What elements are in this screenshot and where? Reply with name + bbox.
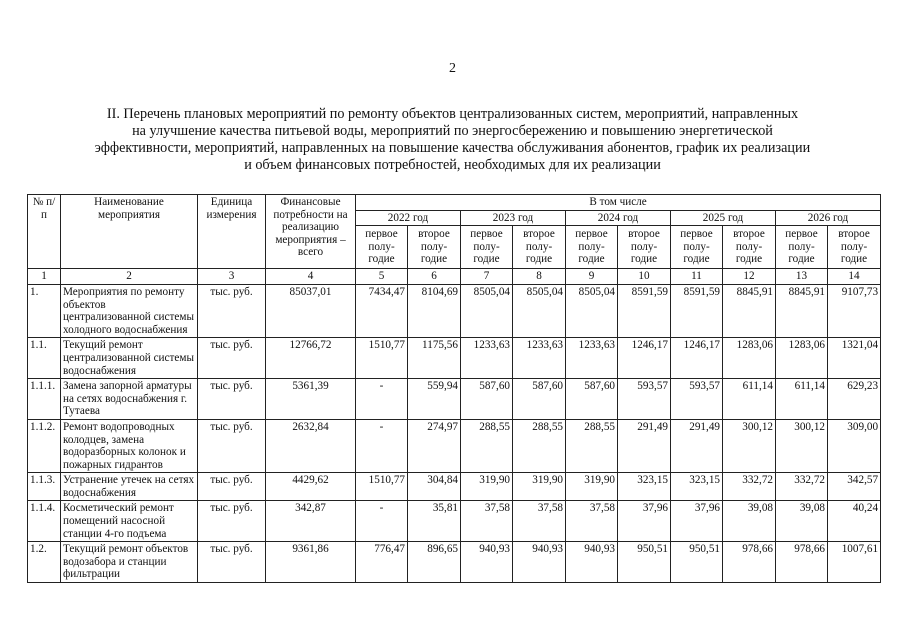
row-unit: тыс. руб.: [198, 473, 266, 501]
row-value: 39,08: [776, 501, 828, 542]
row-value: 1246,17: [671, 338, 723, 379]
heading-line: и объем финансовых потребностей, необходимых для их реализации: [244, 157, 661, 173]
column-number: 4: [266, 268, 356, 284]
page-number: 2: [449, 61, 456, 76]
row-value: 587,60: [461, 379, 513, 420]
row-value: 559,94: [408, 379, 461, 420]
header-year: 2024 год: [566, 210, 671, 226]
row-total: 4429,62: [266, 473, 356, 501]
row-value: 37,58: [461, 501, 513, 542]
row-value: 776,47: [356, 542, 408, 583]
row-index: 1.1.4.: [28, 501, 61, 542]
row-name: Косметический ремонт помещений насосной станции 4-го подъема: [61, 501, 198, 542]
row-value: 1007,61: [828, 542, 881, 583]
row-value: 291,49: [671, 419, 723, 472]
row-value: 323,15: [618, 473, 671, 501]
row-value: 978,66: [776, 542, 828, 583]
row-name: Текущий ремонт объектов водозабора и станции фильтрации: [61, 542, 198, 583]
header-half-second: второе полу-годие: [723, 226, 776, 269]
row-value: 1510,77: [356, 338, 408, 379]
header-half-first: первое полу-годие: [566, 226, 618, 269]
header-num: № п/п: [28, 195, 61, 269]
column-number-row: [28, 268, 881, 284]
row-unit: тыс. руб.: [198, 284, 266, 337]
row-value: 940,93: [461, 542, 513, 583]
row-value: 1321,04: [828, 338, 881, 379]
row-value: 1233,63: [513, 338, 566, 379]
row-total: 2632,84: [266, 419, 356, 472]
row-name: Ремонт водопроводных колодцев, замена водоразборных колонок и пожарных гидрантов: [61, 419, 198, 472]
row-total: 5361,39: [266, 379, 356, 420]
row-total: 342,87: [266, 501, 356, 542]
row-value: 950,51: [618, 542, 671, 583]
row-value: 288,55: [461, 419, 513, 472]
row-value: 8505,04: [461, 284, 513, 337]
table-row: [28, 501, 881, 542]
row-value: 1246,17: [618, 338, 671, 379]
row-unit: тыс. руб.: [198, 419, 266, 472]
column-number: 8: [513, 268, 566, 284]
row-index: 1.1.2.: [28, 419, 61, 472]
row-value: 940,93: [513, 542, 566, 583]
row-name: Текущий ремонт централизованной системы водоснабжения: [61, 338, 198, 379]
row-value: 593,57: [671, 379, 723, 420]
column-number: 3: [198, 268, 266, 284]
table-row: [28, 542, 881, 583]
column-number: 7: [461, 268, 513, 284]
row-value: 896,65: [408, 542, 461, 583]
row-value: 332,72: [776, 473, 828, 501]
header-half-first: первое полу-годие: [671, 226, 723, 269]
header-half-first: первое полу-годие: [461, 226, 513, 269]
row-unit: тыс. руб.: [198, 338, 266, 379]
column-number: 10: [618, 268, 671, 284]
table-row: [28, 473, 881, 501]
row-value: 40,24: [828, 501, 881, 542]
table-body: [28, 284, 881, 582]
row-value: 611,14: [776, 379, 828, 420]
row-value: 37,96: [618, 501, 671, 542]
header-year: 2025 год: [671, 210, 776, 226]
row-value: 1233,63: [566, 338, 618, 379]
row-value: 587,60: [566, 379, 618, 420]
column-number: 13: [776, 268, 828, 284]
row-index: 1.: [28, 284, 61, 337]
row-value: 332,72: [723, 473, 776, 501]
measures-table: [27, 194, 881, 583]
row-value: 8591,59: [671, 284, 723, 337]
row-value: 978,66: [723, 542, 776, 583]
row-unit: тыс. руб.: [198, 379, 266, 420]
header-half-second: второе полу-годие: [513, 226, 566, 269]
row-value: -: [356, 379, 408, 420]
row-value: 319,90: [566, 473, 618, 501]
header-including: В том числе: [356, 195, 881, 211]
header-half-second: второе полу-годие: [408, 226, 461, 269]
row-value: 593,57: [618, 379, 671, 420]
row-value: 8591,59: [618, 284, 671, 337]
row-value: 940,93: [566, 542, 618, 583]
row-value: 1233,63: [461, 338, 513, 379]
row-value: 8104,69: [408, 284, 461, 337]
header-name: Наименование мероприятия: [61, 195, 198, 269]
header-half-first: первое полу-годие: [356, 226, 408, 269]
row-index: 1.2.: [28, 542, 61, 583]
row-value: -: [356, 419, 408, 472]
row-total: 12766,72: [266, 338, 356, 379]
header-half-first: первое полу-годие: [776, 226, 828, 269]
row-index: 1.1.3.: [28, 473, 61, 501]
row-value: 8505,04: [566, 284, 618, 337]
row-total: 9361,86: [266, 542, 356, 583]
row-value: 37,58: [513, 501, 566, 542]
row-value: 319,90: [461, 473, 513, 501]
row-value: 950,51: [671, 542, 723, 583]
table-row: [28, 338, 881, 379]
row-value: 8845,91: [723, 284, 776, 337]
column-number: 9: [566, 268, 618, 284]
row-unit: тыс. руб.: [198, 542, 266, 583]
table-row: [28, 379, 881, 420]
row-value: 1283,06: [723, 338, 776, 379]
header-unit: Единица измерения: [198, 195, 266, 269]
header-half-second: второе полу-годие: [828, 226, 881, 269]
row-index: 1.1.1.: [28, 379, 61, 420]
row-value: 37,58: [566, 501, 618, 542]
header-year: 2026 год: [776, 210, 881, 226]
row-value: 8505,04: [513, 284, 566, 337]
row-unit: тыс. руб.: [198, 501, 266, 542]
row-index: 1.1.: [28, 338, 61, 379]
row-value: 39,08: [723, 501, 776, 542]
row-value: 309,00: [828, 419, 881, 472]
row-value: 291,49: [618, 419, 671, 472]
header-financial-total: Финансовые потребности на реализацию мероприятия – всего: [266, 195, 356, 269]
row-value: 300,12: [776, 419, 828, 472]
table-row: [28, 284, 881, 337]
column-number: 1: [28, 268, 61, 284]
row-total: 85037,01: [266, 284, 356, 337]
row-value: 7434,47: [356, 284, 408, 337]
row-value: 1510,77: [356, 473, 408, 501]
row-value: 611,14: [723, 379, 776, 420]
row-value: 319,90: [513, 473, 566, 501]
row-value: 304,84: [408, 473, 461, 501]
column-number: 12: [723, 268, 776, 284]
table-row: [28, 419, 881, 472]
row-value: 1175,56: [408, 338, 461, 379]
column-number: 6: [408, 268, 461, 284]
row-name: Мероприятия по ремонту объектов централизованной системы холодного водоснабжения: [61, 284, 198, 337]
row-value: 300,12: [723, 419, 776, 472]
column-number: 5: [356, 268, 408, 284]
row-name: Замена запорной арматуры на сетях водоснабжения г. Тутаева: [61, 379, 198, 420]
row-value: 288,55: [513, 419, 566, 472]
row-value: -: [356, 501, 408, 542]
header-half-second: второе полу-годие: [618, 226, 671, 269]
column-number: 14: [828, 268, 881, 284]
row-value: 8845,91: [776, 284, 828, 337]
row-value: 323,15: [671, 473, 723, 501]
header-year: 2022 год: [356, 210, 461, 226]
header-year: 2023 год: [461, 210, 566, 226]
row-value: 288,55: [566, 419, 618, 472]
column-number: 2: [61, 268, 198, 284]
row-value: 587,60: [513, 379, 566, 420]
row-value: 37,96: [671, 501, 723, 542]
row-value: 274,97: [408, 419, 461, 472]
heading-line: на улучшение качества питьевой воды, мероприятий по энергосбережению и повышению энергетической: [132, 123, 773, 139]
row-value: 629,23: [828, 379, 881, 420]
heading-line: эффективности, мероприятий, направленных на повышение качества обслуживания абонентов, график их реализации: [94, 140, 811, 156]
column-number: 11: [671, 268, 723, 284]
row-value: 9107,73: [828, 284, 881, 337]
heading-line: II. Перечень плановых мероприятий по ремонту объектов централизованных систем, мероприятий, направленных: [106, 106, 799, 122]
row-value: 1283,06: [776, 338, 828, 379]
row-name: Устранение утечек на сетях водоснабжения: [61, 473, 198, 501]
row-value: 342,57: [828, 473, 881, 501]
row-value: 35,81: [408, 501, 461, 542]
document-heading: [40, 106, 865, 174]
